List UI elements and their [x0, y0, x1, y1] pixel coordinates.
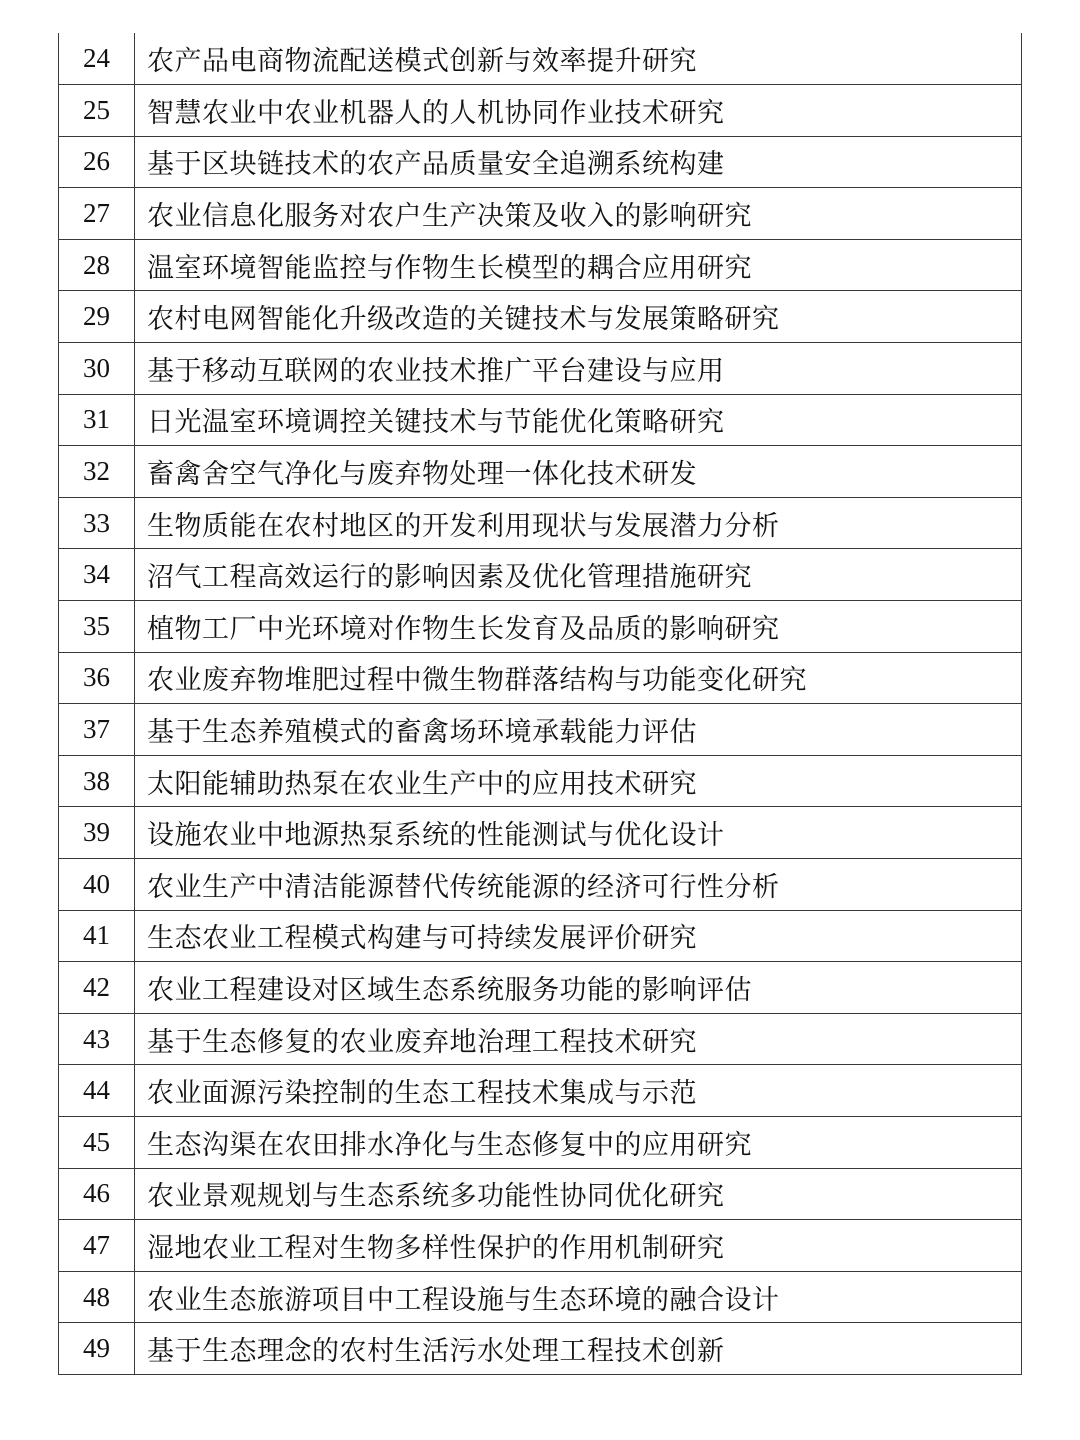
topic-title-cell: 基于生态养殖模式的畜禽场环境承载能力评估 [135, 704, 1022, 756]
table-row [59, 1116, 1022, 1168]
row-number-cell: 45 [59, 1116, 135, 1168]
row-number-cell: 29 [59, 291, 135, 343]
table-row [59, 859, 1022, 911]
topic-title-cell: 生物质能在农村地区的开发利用现状与发展潜力分析 [135, 497, 1022, 549]
row-number-cell: 47 [59, 1220, 135, 1272]
row-number-cell: 48 [59, 1271, 135, 1323]
row-number-cell: 40 [59, 859, 135, 911]
row-number-cell: 37 [59, 704, 135, 756]
row-number-cell: 25 [59, 85, 135, 137]
row-number-cell: 39 [59, 807, 135, 859]
row-number-cell: 28 [59, 239, 135, 291]
row-number-cell: 34 [59, 549, 135, 601]
topic-title-cell: 基于移动互联网的农业技术推广平台建设与应用 [135, 343, 1022, 395]
table-row [59, 910, 1022, 962]
row-number-cell: 38 [59, 755, 135, 807]
row-number-cell: 31 [59, 394, 135, 446]
topic-title-cell: 农村电网智能化升级改造的关键技术与发展策略研究 [135, 291, 1022, 343]
table-row [59, 394, 1022, 446]
topic-title-cell: 畜禽舍空气净化与废弃物处理一体化技术研发 [135, 446, 1022, 498]
topic-title-cell: 农产品电商物流配送模式创新与效率提升研究 [135, 33, 1022, 85]
table-row [59, 755, 1022, 807]
table-row [59, 549, 1022, 601]
topic-title-cell: 湿地农业工程对生物多样性保护的作用机制研究 [135, 1220, 1022, 1272]
table-row [59, 1065, 1022, 1117]
row-number-cell: 26 [59, 136, 135, 188]
topic-title-cell: 农业工程建设对区域生态系统服务功能的影响评估 [135, 962, 1022, 1014]
topic-title-cell: 日光温室环境调控关键技术与节能优化策略研究 [135, 394, 1022, 446]
row-number-cell: 43 [59, 1013, 135, 1065]
topic-title-cell: 沼气工程高效运行的影响因素及优化管理措施研究 [135, 549, 1022, 601]
table-row [59, 1168, 1022, 1220]
table-row [59, 704, 1022, 756]
row-number-cell: 41 [59, 910, 135, 962]
table-row [59, 136, 1022, 188]
table-row [59, 85, 1022, 137]
row-number-cell: 49 [59, 1323, 135, 1375]
table-row [59, 446, 1022, 498]
table-row [59, 1220, 1022, 1272]
row-number-cell: 35 [59, 601, 135, 653]
table-row [59, 343, 1022, 395]
table-row [59, 239, 1022, 291]
table-row [59, 807, 1022, 859]
row-number-cell: 44 [59, 1065, 135, 1117]
topic-title-cell: 温室环境智能监控与作物生长模型的耦合应用研究 [135, 239, 1022, 291]
row-number-cell: 27 [59, 188, 135, 240]
topic-title-cell: 农业面源污染控制的生态工程技术集成与示范 [135, 1065, 1022, 1117]
table-body [59, 33, 1022, 1374]
row-number-cell: 42 [59, 962, 135, 1014]
table-row [59, 33, 1022, 85]
row-number-cell: 32 [59, 446, 135, 498]
topic-title-cell: 生态沟渠在农田排水净化与生态修复中的应用研究 [135, 1116, 1022, 1168]
table-row [59, 1013, 1022, 1065]
topic-title-cell: 设施农业中地源热泵系统的性能测试与优化设计 [135, 807, 1022, 859]
table-row [59, 291, 1022, 343]
table-row [59, 188, 1022, 240]
topic-title-cell: 太阳能辅助热泵在农业生产中的应用技术研究 [135, 755, 1022, 807]
table-row [59, 1323, 1022, 1375]
topic-title-cell: 农业景观规划与生态系统多功能性协同优化研究 [135, 1168, 1022, 1220]
row-number-cell: 46 [59, 1168, 135, 1220]
table-row [59, 601, 1022, 653]
topic-title-cell: 农业废弃物堆肥过程中微生物群落结构与功能变化研究 [135, 652, 1022, 704]
row-number-cell: 24 [59, 33, 135, 85]
topic-title-cell: 智慧农业中农业机器人的人机协同作业技术研究 [135, 85, 1022, 137]
topic-title-cell: 生态农业工程模式构建与可持续发展评价研究 [135, 910, 1022, 962]
topic-list-table [58, 33, 1022, 1375]
table-row [59, 1271, 1022, 1323]
row-number-cell: 33 [59, 497, 135, 549]
table-row [59, 962, 1022, 1014]
topic-title-cell: 植物工厂中光环境对作物生长发育及品质的影响研究 [135, 601, 1022, 653]
topic-title-cell: 基于区块链技术的农产品质量安全追溯系统构建 [135, 136, 1022, 188]
topic-title-cell: 农业生态旅游项目中工程设施与生态环境的融合设计 [135, 1271, 1022, 1323]
table-row [59, 497, 1022, 549]
topic-title-cell: 农业生产中清洁能源替代传统能源的经济可行性分析 [135, 859, 1022, 911]
row-number-cell: 30 [59, 343, 135, 395]
topic-title-cell: 农业信息化服务对农户生产决策及收入的影响研究 [135, 188, 1022, 240]
topic-title-cell: 基于生态修复的农业废弃地治理工程技术研究 [135, 1013, 1022, 1065]
row-number-cell: 36 [59, 652, 135, 704]
topic-title-cell: 基于生态理念的农村生活污水处理工程技术创新 [135, 1323, 1022, 1375]
table-row [59, 652, 1022, 704]
